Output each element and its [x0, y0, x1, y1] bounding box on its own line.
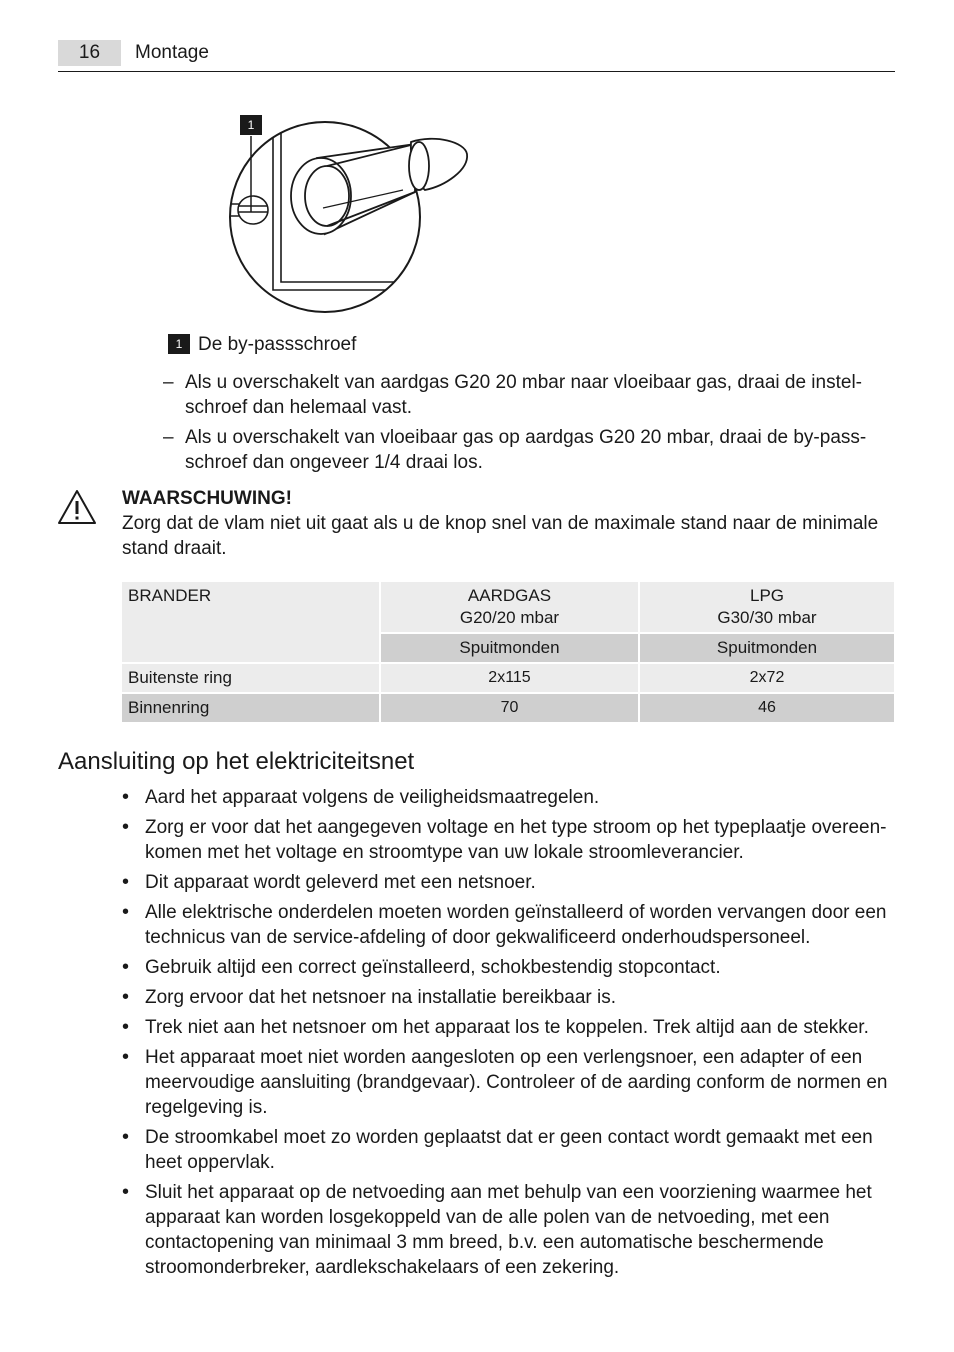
caption-text: De by-passschroef	[198, 334, 357, 355]
list-item: • Het apparaat moet niet worden aangesloten op een verlengsnoer, een adapter of een meervoudige aansluiting (brandgevaar). Controleer of de aarding conform de normen en regelgeving is.	[122, 1045, 897, 1120]
section-name: Montage	[135, 42, 209, 63]
list-item: • Sluit het apparaat op de netvoeding aan met behulp van een voorziening waarmee het apparaat kan worden losgekoppeld van de alle polen van de netvoeding, met een contactopening van minimaal 3 mm breed, b.v. een automatische beschermende stroomonderbreker, aardlekschakelaars of een zekering.	[122, 1180, 897, 1280]
table-cell-aardgas: 2x115	[381, 664, 638, 692]
list-item: • Dit apparaat wordt geleverd met een netsnoer.	[122, 870, 897, 895]
figure-caption	[168, 333, 356, 357]
caption-number: 1	[168, 334, 190, 354]
list-item: • Zorg er voor dat het aangegeven voltage en het type stroom op het typeplaatje overeenkomen met het voltage en stroomtype van uw lokale stroomleverancier.	[122, 815, 897, 865]
warning-title: WAARSCHUWING!	[122, 488, 292, 509]
warning-block	[122, 486, 892, 561]
table-header-brander	[122, 582, 379, 662]
table-header-brander-text: BRANDER	[128, 586, 212, 605]
table-header-lpg-line1: LPG	[749, 586, 785, 605]
table-cell-name: Binnenring	[122, 694, 379, 722]
table-cell-name: Buitenste ring	[122, 664, 379, 692]
bypass-screw-illustration	[225, 112, 485, 322]
table-header-aardgas-line2: G20/20 mbar	[459, 608, 560, 627]
table-row	[122, 664, 894, 692]
table-header-aardgas	[381, 582, 638, 632]
list-item: • De stroomkabel moet zo worden geplaatst dat er geen contact wordt gemaakt met een heet oppervlak.	[122, 1125, 897, 1175]
table-header-lpg-line2: G30/30 mbar	[717, 608, 817, 627]
table-cell-lpg: 46	[640, 694, 894, 722]
list-item: • Zorg ervoor dat het netsnoer na installatie bereikbaar is.	[122, 985, 897, 1010]
page-number: 16	[58, 40, 121, 66]
table-header-aardgas-line1: AARDGAS	[467, 586, 552, 605]
instruction-dash-list	[163, 370, 883, 480]
list-item: • Aard het apparaat volgens de veiligheidsmaatregelen.	[122, 785, 897, 810]
dash-list-item: – Als u overschakelt van vloeibaar gas op aardgas G20 20 mbar, draai de by-passschroef dan ongeveer 1/4 draai los.	[163, 425, 883, 475]
dash-list-item: – Als u overschakelt van aardgas G20 20 mbar naar vloeibaar gas, draai de instelschroef dan helemaal vast.	[163, 370, 883, 420]
list-item: • Trek niet aan het netsnoer om het apparaat los te koppelen. Trek altijd aan de stekker.	[122, 1015, 897, 1040]
table-subheader-aardgas: Spuitmonden	[381, 634, 638, 662]
bypass-screw-figure	[225, 112, 485, 322]
electrical-bullet-list	[122, 785, 897, 1285]
figure-callout-number: 1	[240, 115, 262, 135]
burner-jet-table	[120, 580, 896, 724]
list-item: • Alle elektrische onderdelen moeten worden geïnstalleerd of worden vervangen door een technicus van de service-afdeling of door gekwalificeerd onderhoudspersoneel.	[122, 900, 897, 950]
warning-triangle-icon	[57, 489, 97, 525]
table-cell-lpg: 2x72	[640, 664, 894, 692]
page-header	[58, 40, 895, 72]
warning-text: Zorg dat de vlam niet uit gaat als u de knop snel van de maximale stand naar de minimale stand draait.	[122, 513, 879, 559]
table-subheader-lpg: Spuitmonden	[640, 634, 894, 662]
section-heading: Aansluiting op het elektriciteitsnet	[58, 748, 415, 775]
table-cell-aardgas: 70	[381, 694, 638, 722]
table-header-lpg	[640, 582, 894, 632]
table-row	[122, 694, 894, 722]
list-item: • Gebruik altijd een correct geïnstalleerd, schokbestendig stopcontact.	[122, 955, 897, 980]
